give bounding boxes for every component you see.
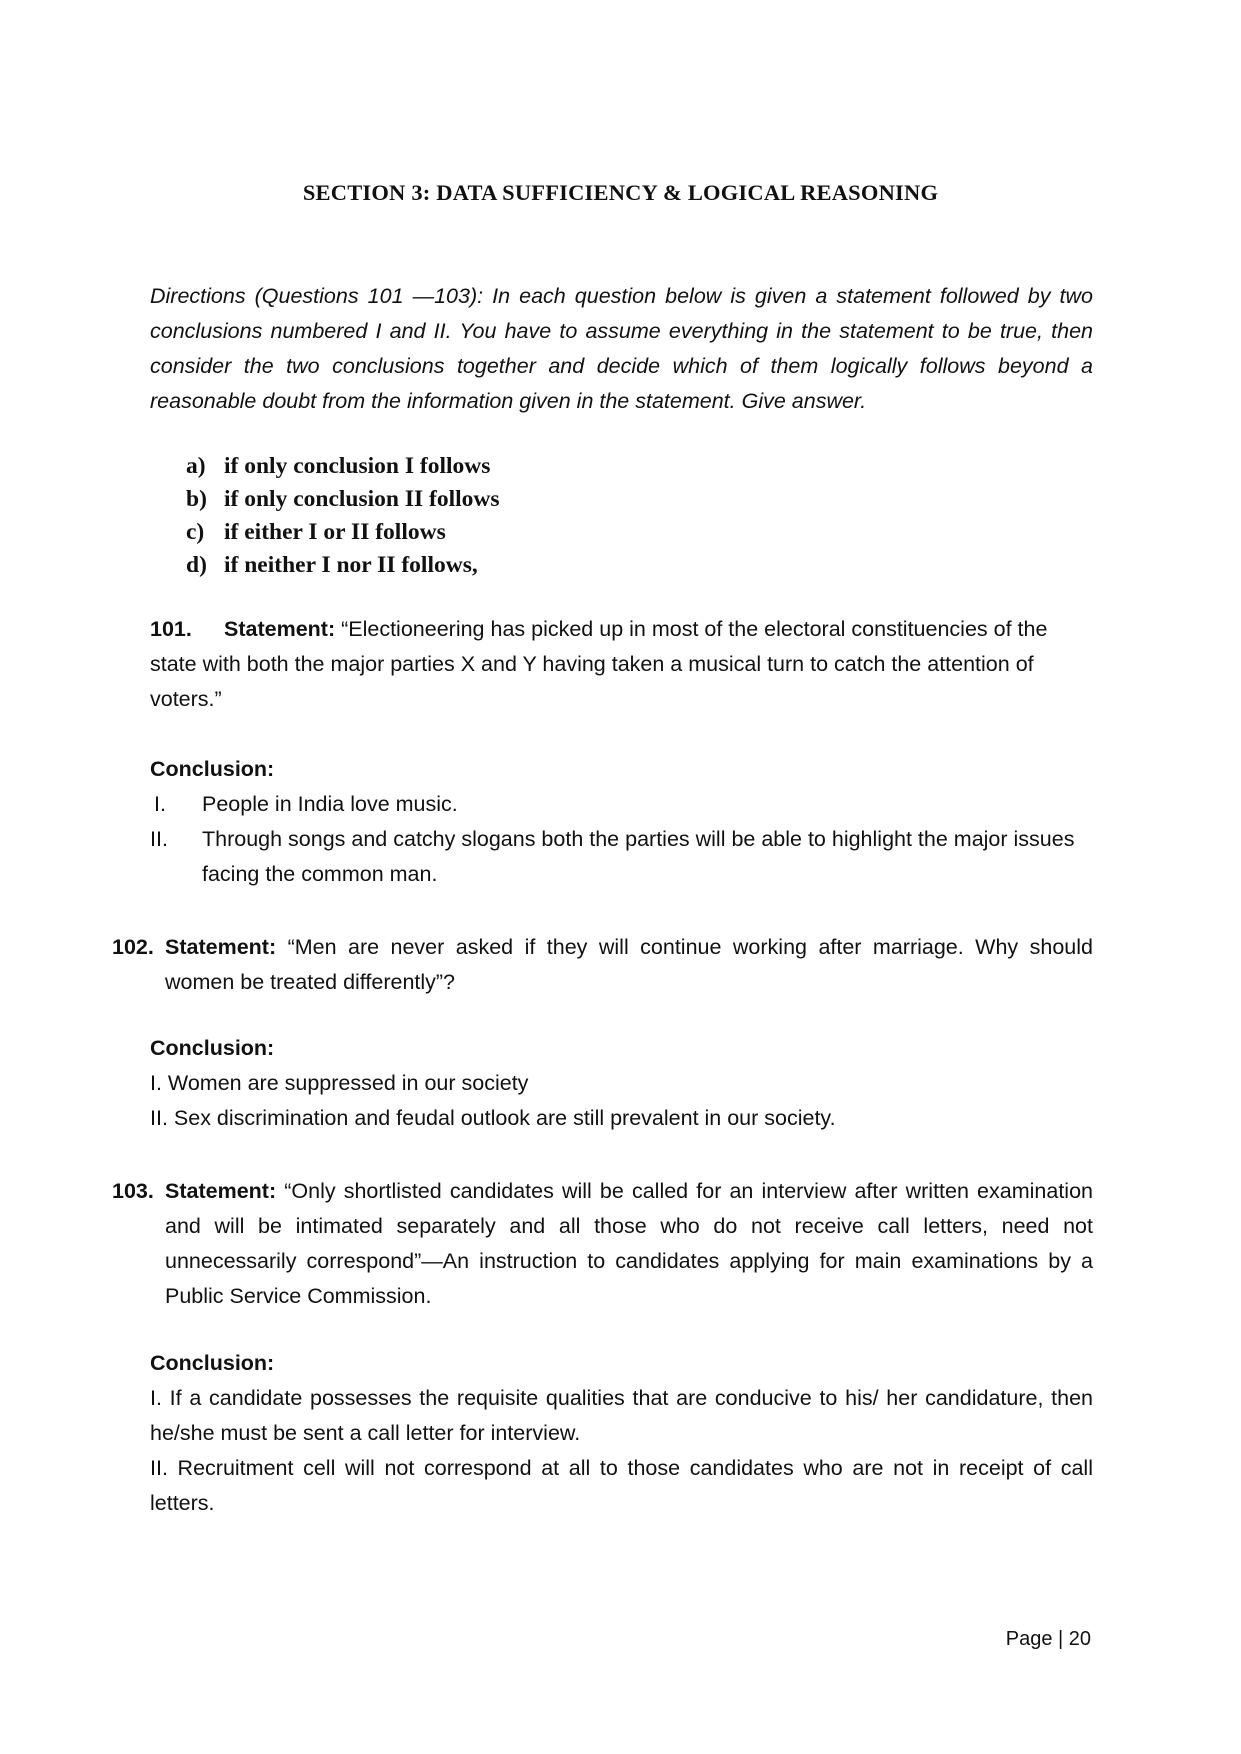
conclusion-item: II. Recruitment cell will not correspond at all to those candidates who are not in receipt of call letters. (150, 1456, 1093, 1515)
conclusion-numeral: I. (154, 792, 166, 816)
page-number: Page | 20 (1005, 1628, 1091, 1650)
option-text: if either I or II follows (224, 519, 446, 545)
statement-text: “Men are never asked if they will continue working after marriage. Why should women be treated differently”? (165, 935, 1093, 994)
question-101-statement (150, 612, 1093, 717)
option-letter: c) (186, 519, 205, 545)
conclusion-text: People in India love music. (202, 792, 458, 816)
conclusion-heading: Conclusion: (150, 1351, 275, 1375)
answer-option (186, 516, 500, 549)
statement-label: Statement: (165, 1179, 277, 1203)
question-103-statement (112, 1174, 1093, 1314)
option-text: if only conclusion I follows (224, 453, 491, 479)
conclusion-heading: Conclusion: (150, 757, 275, 781)
conclusion-item (150, 822, 1093, 892)
conclusion-item: II. Sex discrimination and feudal outlook are still prevalent in our society. (150, 1106, 836, 1130)
question-number: 101. (150, 617, 192, 641)
conclusion-item: I. If a candidate possesses the requisite qualities that are conducive to his/ her candidature, then he/she must be sent a call letter for interview. (150, 1386, 1093, 1445)
statement-text: “Only shortlisted candidates will be called for an interview after written examination and will be intimated separately and all those who do not receive call letters, need not unnecessarily correspond”—An instruction to candidates applying for main examinations by a Public Service Commission. (165, 1179, 1093, 1308)
statement-text: “Electioneering has picked up in most of the electoral constituencies of the state with both the major parties X and Y having taken a musical turn to catch the attention of voters.” (150, 617, 1048, 711)
question-102-statement (112, 930, 1093, 1000)
option-letter: a) (186, 453, 206, 479)
question-number: 102. (112, 935, 154, 959)
answer-option (186, 549, 500, 582)
answer-option (186, 483, 500, 516)
conclusion-item (150, 787, 1093, 822)
conclusion-text: Through songs and catchy slogans both the parties will be able to highlight the major issues facing the common man. (202, 827, 1075, 886)
conclusion-numeral: II. (150, 827, 168, 851)
question-102-conclusions (150, 1066, 1093, 1136)
conclusion-heading: Conclusion: (150, 1036, 275, 1060)
statement-label: Statement: (165, 935, 277, 959)
directions-paragraph: Directions (Questions 101 —103): In each question below is given a statement followed by two conclusions numbered I and II. You have to assume everything in the statement to be true, then consider the two conclusions together and decide which of them logically follows beyond a reasonable doubt from the information given in the statement. Give answer. (150, 284, 1093, 413)
question-number: 103. (112, 1179, 154, 1203)
section-title: SECTION 3: DATA SUFFICIENCY & LOGICAL REASONING (302, 180, 939, 205)
option-letter: b) (186, 486, 207, 512)
option-text: if neither I nor II follows, (224, 552, 478, 578)
answer-option (186, 450, 500, 483)
statement-label: Statement: (224, 617, 336, 641)
option-text: if only conclusion II follows (224, 486, 500, 512)
question-103-conclusions (150, 1381, 1093, 1521)
question-101-conclusions (150, 787, 1093, 892)
conclusion-item: I. Women are suppressed in our society (150, 1071, 529, 1095)
option-letter: d) (186, 552, 207, 578)
answer-options-list (186, 450, 500, 582)
